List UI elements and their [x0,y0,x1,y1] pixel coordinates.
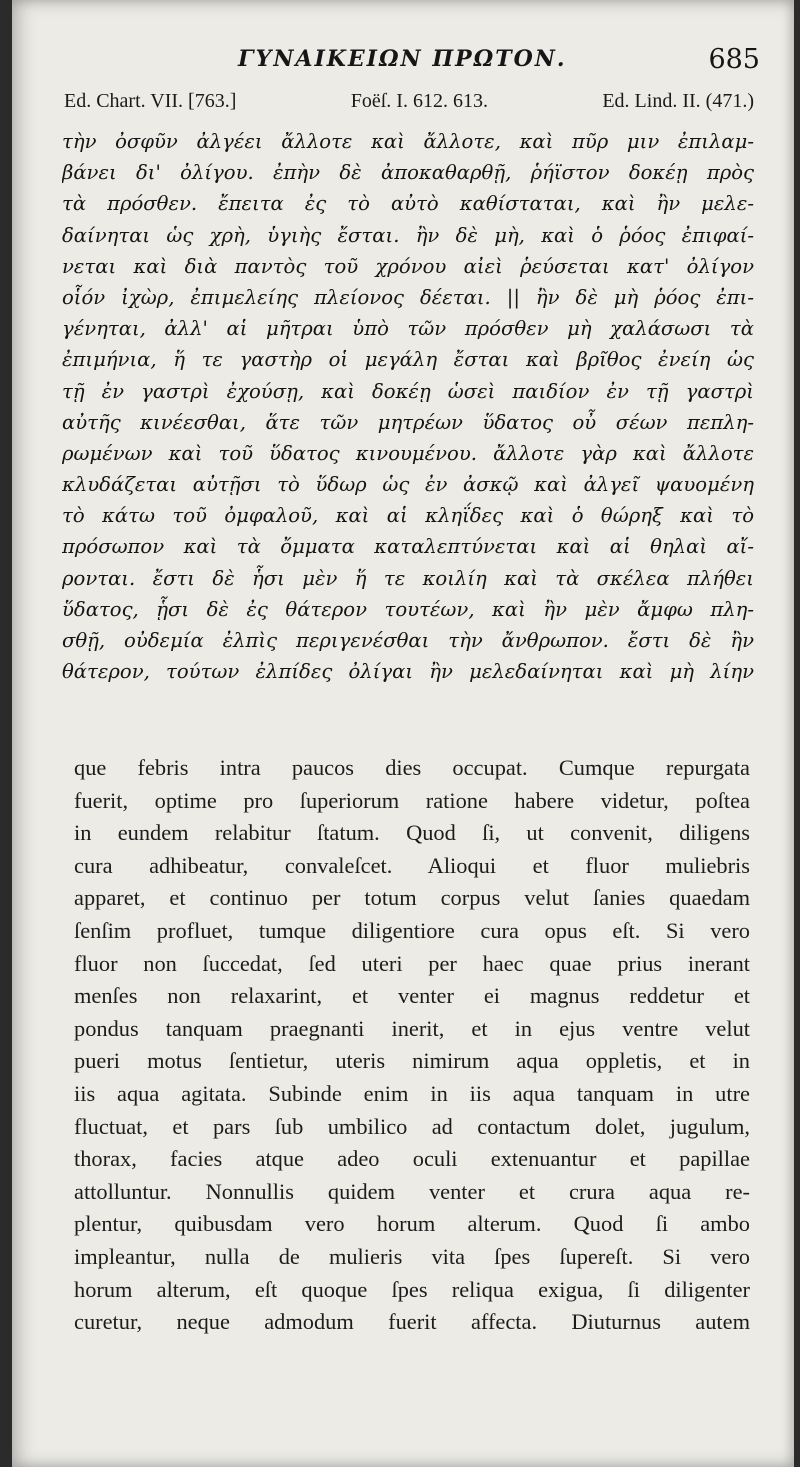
greek-line: τὸ κάτω τοῦ ὀμφαλοῦ, καὶ αἱ κληΐδες καὶ ὁ θώρηξ καὶ τὸ [62,504,754,528]
greek-line: ὕδατος, ᾗσι δὲ ἐς θάτερον τουτέων, καὶ ἢν μὲν ἄμφω πλη- [62,597,754,621]
greek-line: κλυδάζεται αὐτῇσι τὸ ὕδωρ ὡς ἐν ἀσκῷ καὶ ἀλγεῖ ψαυομένη [62,473,754,497]
greek-line: αὐτῆς κινέεσθαι, ἅτε τῶν μητρέων ὕδατος οὖ σέων πεπλη- [62,410,754,434]
latin-line: impleantur, nulla de mulieris vita ſpes ſupereſt. Si vero [74,1243,750,1269]
greek-line: τὰ πρόσθεν. ἔπειτα ἐς τὸ αὐτὸ καθίσταται, καὶ ἢν μελε- [62,192,754,216]
greek-line: ρονται. ἔστι δὲ ἧσι μὲν ἥ τε κοιλίη καὶ τὰ σκέλεα πλήθει [62,566,754,590]
latin-line: apparet, et continuo per totum corpus velut ſanies quaedam [74,885,750,911]
latin-line: curetur, neque admodum fuerit affecta. Diuturnus autem [74,1309,750,1335]
latin-line: in eundem relabitur ſtatum. Quod ſi, ut convenit, diligens [74,820,750,846]
latin-line: que febris intra paucos dies occupat. Cumque repurgata [74,755,750,780]
latin-line: pondus tanquam praegnanti inerit, et in ejus ventre velut [74,1015,750,1041]
latin-line: fuerit, optime pro ſuperiorum ratione habere videtur, poſtea [74,787,750,813]
greek-line: ρωμένων καὶ τοῦ ὕδατος κινουμένου. ἄλλοτε γὰρ καὶ ἄλλοτε [62,441,754,465]
latin-text-block [74,752,750,1339]
greek-line: σθῇ, οὐδεμία ἐλπὶς περιγενέσθαι τὴν ἄνθρωπον. ἔστι δὲ ἢν [62,629,754,652]
greek-line: γένηται, ἀλλ' αἱ μῆτραι ὑπὸ τῶν πρόσθεν μὴ χαλάσωσι τὰ [62,317,754,341]
latin-line: iis aqua agitata. Subinde enim in iis aqua tanquam in utre [74,1080,750,1106]
book-page [12,0,794,1467]
latin-line: fluor non ſuccedat, ſed uteri per haec quae prius inerant [74,950,750,976]
latin-line: thorax, facies atque adeo oculi extenuantur et papillae [74,1146,750,1172]
greek-line: πρόσωπον καὶ τὰ ὄμματα καταλεπτύνεται καὶ αἱ θηλαὶ αἴ- [62,535,754,559]
latin-line: fluctuat, et pars ſub umbilico ad contactum dolet, jugulum, [74,1113,750,1139]
running-title: ΓΥΝΑΙΚΕΙΩΝ ΠΡΩΤΟΝ. [238,46,567,72]
latin-line: horum alterum, eſt quoque ſpes reliqua exigua, ſi diligenter [74,1276,750,1302]
page-header [70,42,760,82]
greek-line: τὴν ὀσφῦν ἀλγέει ἄλλοτε καὶ ἄλλοτε, καὶ πῦρ μιν ἐπιλαμ- [62,130,754,153]
greek-line: βάνει δι' ὀλίγου. ἐπὴν δὲ ἀποκαθαρθῇ, ῥήϊστον δοκέῃ πρὸς [62,161,754,185]
reference-foesius: Foëſ. I. 612. 613. [350,90,488,112]
greek-line: θάτερον, τούτων ἐλπίδες ὀλίγαι ἢν μελεδαίνηται καὶ μὴ λίην [62,660,754,684]
greek-line: οἷόν ἰχὼρ, ἐπιμελείης πλείονος δέεται. || ἢν δὲ μὴ ῥόος ἐπι- [62,285,754,309]
reference-linden: Ed. Lind. II. (471.) [602,90,754,112]
greek-line: ἐπιμήνια, ἥ τε γαστὴρ οἱ μεγάλη ἔσται καὶ βρῖθος ἐνείη ὡς [62,348,754,372]
latin-line: attolluntur. Nonnullis quidem venter et crura aqua re- [74,1178,750,1204]
greek-line: νεται καὶ διὰ παντὸς τοῦ χρόνου αἰεὶ ῥεύσεται κατ' ὀλίγον [62,254,754,278]
latin-line: cura adhibeatur, convaleſcet. Alioqui et fluor muliebris [74,852,750,878]
greek-line: τῇ ἐν γαστρὶ ἐχούσῃ, καὶ δοκέῃ ὡσεὶ παιδίον ἐν τῇ γαστρὶ [62,379,754,403]
greek-text-block [62,126,754,687]
latin-line: pueri motus ſentietur, uteris nimirum aqua oppletis, et in [74,1048,750,1074]
latin-line: menſes non relaxarint, et venter ei magnus reddetur et [74,983,750,1009]
edition-references [64,90,754,113]
latin-line: ſenſim profluet, tumque diligentiore cura opus eſt. Si vero [74,917,750,943]
latin-line: plentur, quibusdam vero horum alterum. Quod ſi ambo [74,1211,750,1237]
reference-chartier: Ed. Chart. VII. [763.] [64,90,237,112]
page-number: 685 [708,44,760,75]
greek-line: δαίνηται ὡς χρὴ, ὑγιὴς ἔσται. ἢν δὲ μὴ, καὶ ὁ ῥόος ἐπιφαί- [62,223,754,247]
